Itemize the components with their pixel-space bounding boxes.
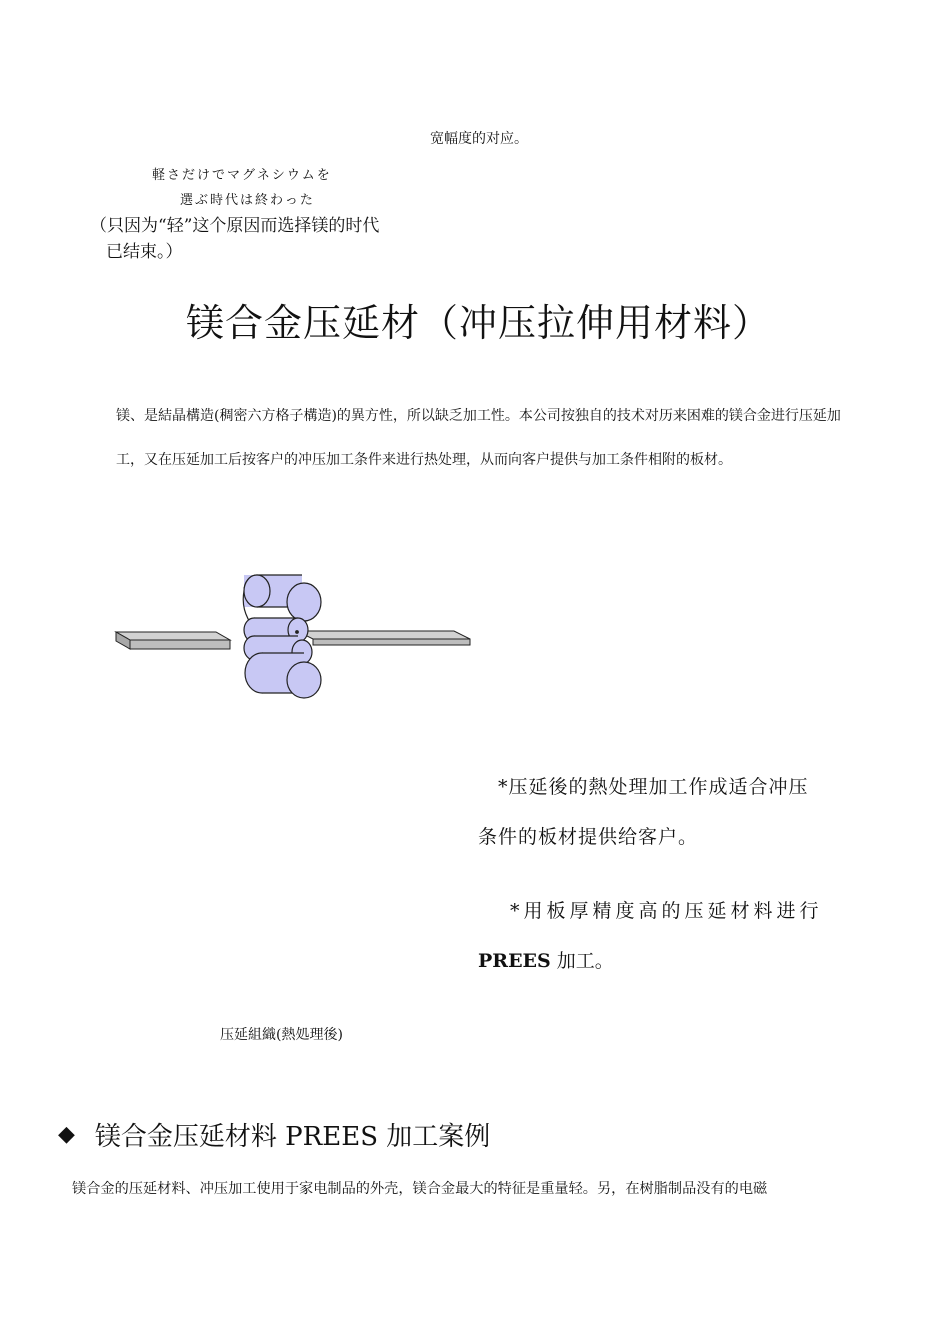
prees-bold: PREES	[478, 950, 551, 972]
section-heading	[58, 1116, 490, 1153]
bullet-2-line2	[478, 946, 614, 973]
incoming-sheet	[116, 632, 230, 649]
bullet-1-line2: 条件的板材提供给客户。	[478, 826, 699, 848]
page-title: 镁合金压延材（冲压拉伸用材料）	[186, 301, 772, 345]
diamond-bullet-icon: ◆	[58, 1122, 75, 1147]
section-title: 镁合金压延材料 PREES 加工案例	[94, 1122, 491, 1152]
callout-cn-line2: 已结束。）	[106, 242, 183, 262]
bullet-2-line1: *用板厚精度高的压延材料进行	[510, 900, 823, 922]
bullet-2-rest: 加工。	[550, 950, 614, 972]
outgoing-sheet	[297, 631, 470, 645]
callout-jp-line2: 選ぶ時代は終わった	[180, 193, 315, 208]
rolling-mill-diagram	[112, 568, 477, 703]
callout-jp-line1: 軽さだけでマグネシウムを	[152, 168, 332, 183]
section-body: 镁合金的压延材料、冲压加工使用于家电制品的外壳，镁合金最大的特征是重量轻。另，在树脂制品没有的电磁	[72, 1181, 768, 1197]
figure-caption: 压延組織(熱処理後)	[220, 1027, 343, 1043]
header-note: 宽幅度的对应。	[430, 131, 528, 147]
intro-paragraph: 镁、是結晶構造(稠密六方格子構造)的異方性，所以缺乏加工性。本公司按独自的技术对历来困难的镁合金进行压延加工，又在压延加工后按客户的冲压加工条件来进行热处理，从而向客户提供与加工条件相附的板材。	[116, 408, 841, 468]
bullet-1-line1: *压延後的熱处理加工作成适合冲压	[498, 776, 809, 798]
callout-cn-line1: （只因为“轻”这个原因而选择镁的时代	[90, 216, 380, 236]
